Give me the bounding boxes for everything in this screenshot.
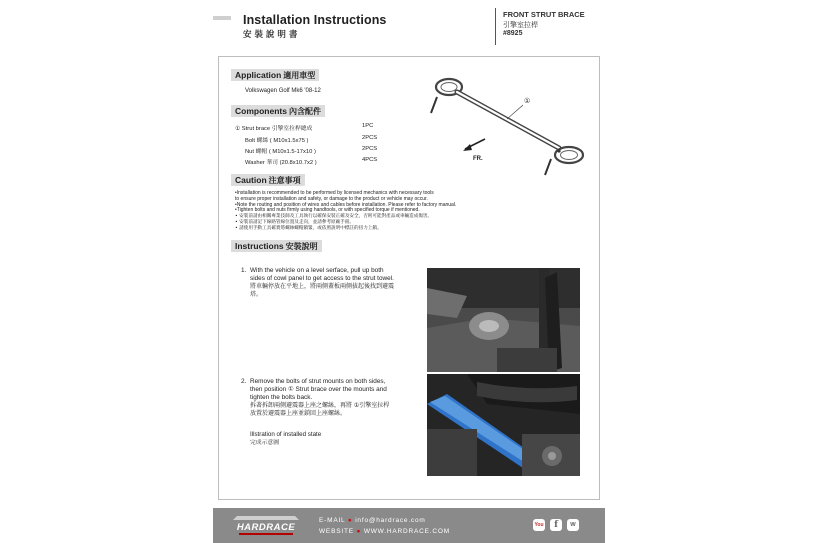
page-title: Installation Instructions xyxy=(243,13,387,27)
step-2 xyxy=(241,378,421,418)
photo-installed-brace xyxy=(427,374,580,476)
component-qty: 4PCS xyxy=(362,157,378,163)
caution-line: • 請使用手動工具確實將螺絲螺帽鎖緊，或依照說明中標註的扭力上鎖。 xyxy=(235,225,382,231)
logo-underline xyxy=(239,533,293,535)
caution-heading xyxy=(231,174,305,186)
photo-installed-brace-image xyxy=(427,374,580,476)
component-row: Bolt 螺絲 ( M10x1.5x75 ) xyxy=(245,138,309,144)
instructions-heading xyxy=(231,240,322,252)
step-text: tighten the bolts back. xyxy=(250,394,313,401)
caution-list xyxy=(235,191,456,232)
website-bullet: ● xyxy=(356,528,362,535)
hardrace-logo xyxy=(227,514,305,538)
nut xyxy=(557,149,560,152)
left-bolt xyxy=(431,97,437,113)
callout-leader xyxy=(507,105,523,119)
logo-text: HARDRACE xyxy=(236,522,296,533)
application-heading xyxy=(231,69,319,81)
product-name: FRONT STRUT BRACE xyxy=(503,10,585,19)
components-heading-cn: 內含配件 xyxy=(288,107,321,116)
logo-top-stripe xyxy=(233,516,299,520)
step-text-cn: 將車輛停放在平地上，將兩側蓋板兩側拔起後找到避震 xyxy=(250,283,395,290)
email-value[interactable]: info@hardrace.com xyxy=(355,517,426,524)
wechat-icon[interactable]: w xyxy=(567,519,579,531)
footer xyxy=(213,508,605,543)
website-label: WEBSITE xyxy=(319,528,354,535)
instructions-heading-cn: 安裝說明 xyxy=(285,242,318,251)
step-text-cn: 塔。 xyxy=(250,291,263,298)
illustration-label-cn: 完成示意圖 xyxy=(250,440,279,446)
caution-line: • 安裝前請記下線路管線位置及走向，並請參考原廠手冊。 xyxy=(235,219,355,225)
fr-arrow-head xyxy=(463,144,472,151)
caution-line: to ensure proper installation and safety, or damage to the product or vehicle may occur. xyxy=(235,195,428,202)
strut-brace-diagram xyxy=(419,65,594,185)
caution-line: •Installation is recommended to be performed by licensed mechanics with necessary tools xyxy=(235,190,434,196)
components-heading-en: Components xyxy=(235,106,287,116)
brace-bar-highlight xyxy=(457,92,559,148)
illustration-label: Illstration of installed state xyxy=(250,431,322,438)
component-qty: 1PC xyxy=(362,123,374,129)
application-heading-cn: 適用車型 xyxy=(283,71,316,80)
component-row: Washer 華司 (20.8x10.7x2 ) xyxy=(245,160,317,166)
instructions-heading-en: Instructions xyxy=(235,241,284,251)
footer-website[interactable] xyxy=(319,528,450,535)
step-text: Remove the bolts of strut mounts on both sides, xyxy=(250,378,386,385)
title-accent-bar xyxy=(213,16,231,20)
caution-line: •Note the routing and position of wires and cables before installation. Please refer to factory manual. xyxy=(235,201,457,208)
step-text: With the vehicle on a level serface, pull up both xyxy=(250,267,384,274)
facebook-icon[interactable]: f xyxy=(550,519,562,531)
left-mount-hole xyxy=(441,83,457,92)
components-heading xyxy=(231,105,325,117)
right-mount-hole xyxy=(561,151,578,160)
callout-number: ① xyxy=(524,97,531,105)
photo-strut-tower xyxy=(427,268,580,372)
component-qty: 2PCS xyxy=(362,146,378,152)
page-title-cn: 安 裝 說 明 書 xyxy=(243,30,298,40)
product-code: #8925 xyxy=(503,30,523,37)
caution-heading-cn: 注意事項 xyxy=(268,176,301,185)
content-frame xyxy=(218,56,600,500)
component-qty: 2PCS xyxy=(362,135,378,141)
caution-line: • 安裝前請由相關專業技師及工具執行以確保安裝正確及安全，否則可能對產品或車輛造成傷害。 xyxy=(235,214,433,220)
step-number: 2. xyxy=(241,378,247,385)
step-number: 1. xyxy=(241,267,247,274)
step-text-cn: 拆著拆卸兩側避震器上座之螺絲，再將 ①引擎室拉桿 xyxy=(250,402,390,409)
application-heading-en: Application xyxy=(235,70,282,80)
caution-line: •Tighten bolts and nuts firmly using handtools, or with specified torque if mentioned. xyxy=(235,207,420,214)
caution-heading-en: Caution xyxy=(235,175,267,185)
step-text: then position ① Strut brace over the mounts and xyxy=(250,386,387,393)
application-vehicle: Volkswagen Golf Mk6 '08-12 xyxy=(245,88,321,94)
header-divider xyxy=(495,8,496,45)
step-text-cn: 放置於避震器上座並鎖回上座螺絲。 xyxy=(250,410,347,417)
component-row: Nut 螺帽 ( M10x1.5-17x10 ) xyxy=(245,149,316,155)
photo-strut-tower-image xyxy=(427,268,580,372)
email-bullet: ● xyxy=(347,517,353,524)
product-name-cn: 引擎室拉桿 xyxy=(503,21,538,29)
step-text: sides of cowl panel to get access to the strut towel. xyxy=(250,275,394,282)
component-row: ① Strut brace 引擎室拉桿總成 xyxy=(235,126,313,132)
fr-label: FR. xyxy=(473,156,483,162)
right-bolt xyxy=(545,159,551,175)
step-1 xyxy=(241,267,421,299)
website-value[interactable]: WWW.HARDRACE.COM xyxy=(363,528,450,535)
instruction-sheet xyxy=(213,0,605,543)
footer-email[interactable] xyxy=(319,517,426,524)
email-label: E-MAIL xyxy=(319,517,346,524)
youtube-icon[interactable]: You xyxy=(533,519,545,531)
